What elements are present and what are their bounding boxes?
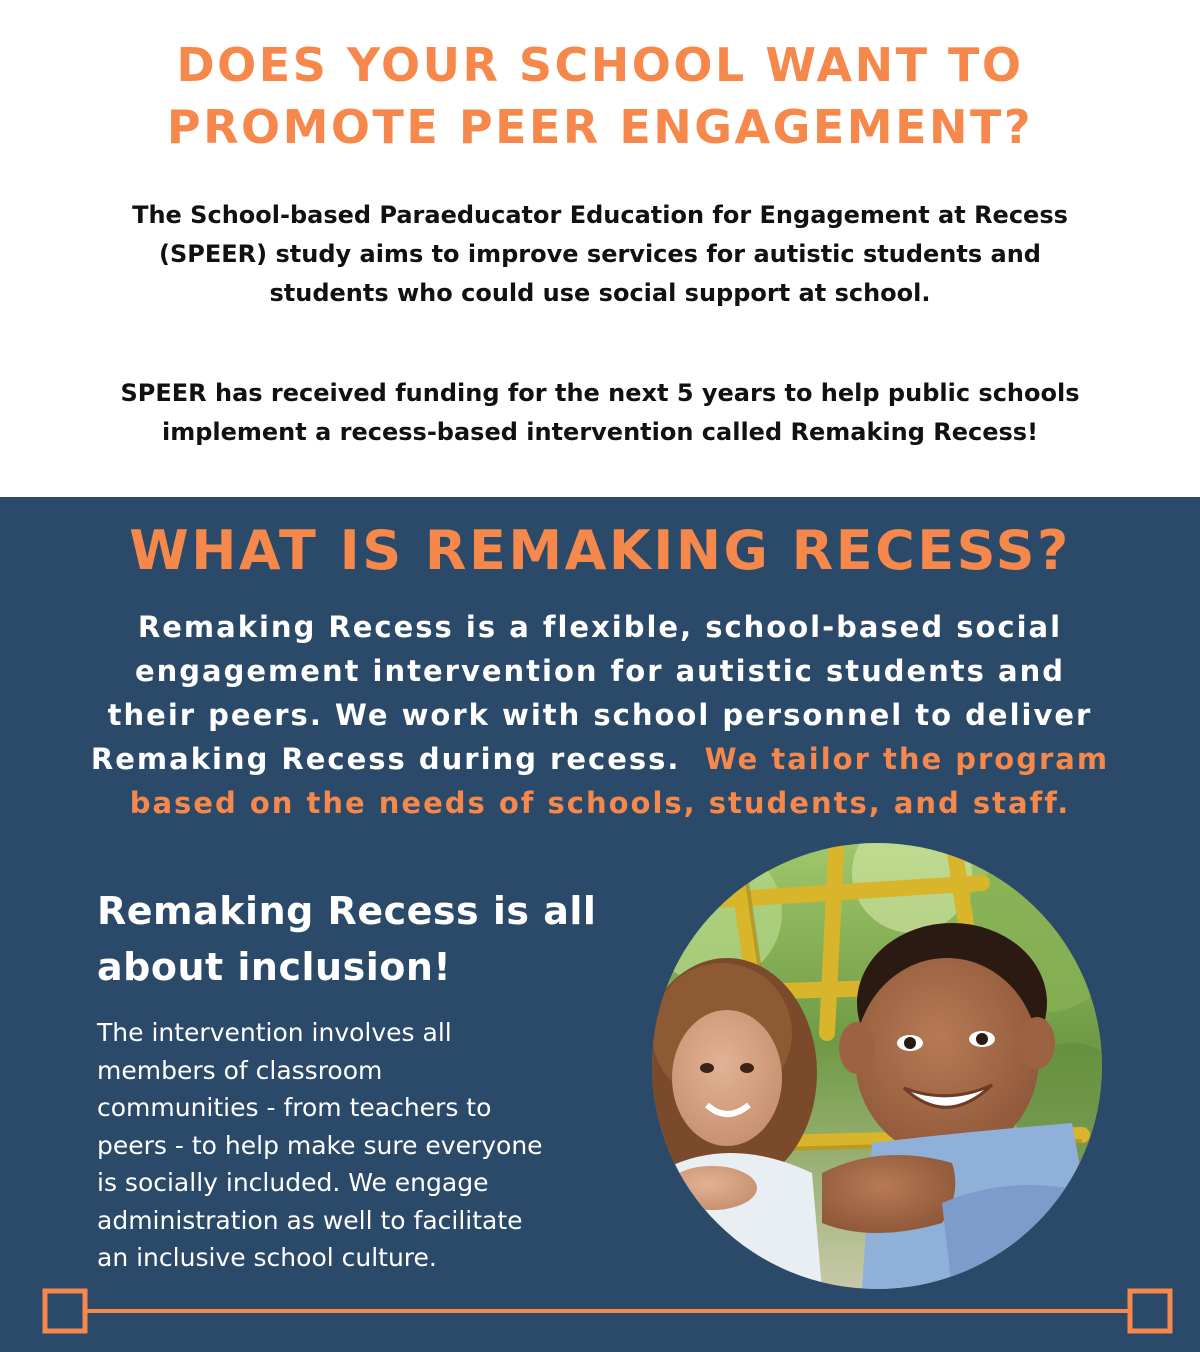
inclusion-body-line-1: The intervention involves all <box>97 1018 452 1047</box>
inclusion-body-line-7: an inclusive school culture. <box>97 1243 437 1272</box>
intro-p1-line-2: (SPEER) study aims to improve services for autistic students and <box>159 240 1041 268</box>
connector-right-square <box>1130 1291 1170 1331</box>
desc-line-3: their peers. We work with school personnel to deliver <box>107 698 1093 732</box>
desc-line-2: engagement intervention for autistic students and <box>134 654 1065 688</box>
headline-line-2: PROMOTE PEER ENGAGEMENT? <box>166 100 1034 154</box>
children-playground-photo <box>652 843 1102 1289</box>
desc-line-4-highlight: We tailor the program <box>704 742 1110 776</box>
inclusion-heading-line-1: Remaking Recess is all <box>97 889 597 933</box>
intro-p2-line-1: SPEER has received funding for the next 5 years to help public schools <box>120 379 1080 407</box>
section-title: WHAT IS REMAKING RECESS? <box>129 519 1071 582</box>
inclusion-heading <box>97 883 657 995</box>
intro-p1-line-1: The School-based Paraeducator Education for Engagement at Recess <box>132 201 1068 229</box>
inclusion-heading-line-2: about inclusion! <box>97 945 452 989</box>
desc-line-4-white: Remaking Recess during recess. <box>90 742 681 776</box>
intro-paragraph-funding <box>40 374 1160 452</box>
headline-line-1: DOES YOUR SCHOOL WANT TO <box>176 38 1024 92</box>
inclusion-body-line-4: peers - to help make sure everyone <box>97 1130 543 1160</box>
inclusion-body-line-2: members of classroom <box>97 1055 383 1085</box>
desc-line-5-highlight: based on the needs of schools, students, and staff. <box>129 786 1071 820</box>
inclusion-body <box>97 1014 607 1277</box>
desc-line-1: Remaking Recess is a flexible, school-based social <box>137 610 1063 644</box>
intro-paragraph-speer-study <box>40 196 1160 313</box>
intro-p1-line-3: students who could use social support at school. <box>269 279 931 307</box>
intro-p2-line-2: implement a recess-based intervention called Remaking Recess! <box>161 418 1039 446</box>
connector-left-square <box>45 1291 85 1331</box>
inclusion-body-line-6: administration as well to facilitate <box>97 1205 523 1235</box>
photo-illustration <box>652 843 1102 1289</box>
decorative-connector-line <box>0 1287 1200 1337</box>
inclusion-body-line-5: is socially included. We engage <box>97 1168 489 1197</box>
intro-section <box>0 0 1200 497</box>
section-description <box>80 605 1120 825</box>
headline <box>0 34 1200 158</box>
remaking-recess-section <box>0 497 1200 1352</box>
inclusion-body-line-3: communities - from teachers to <box>97 1093 492 1122</box>
